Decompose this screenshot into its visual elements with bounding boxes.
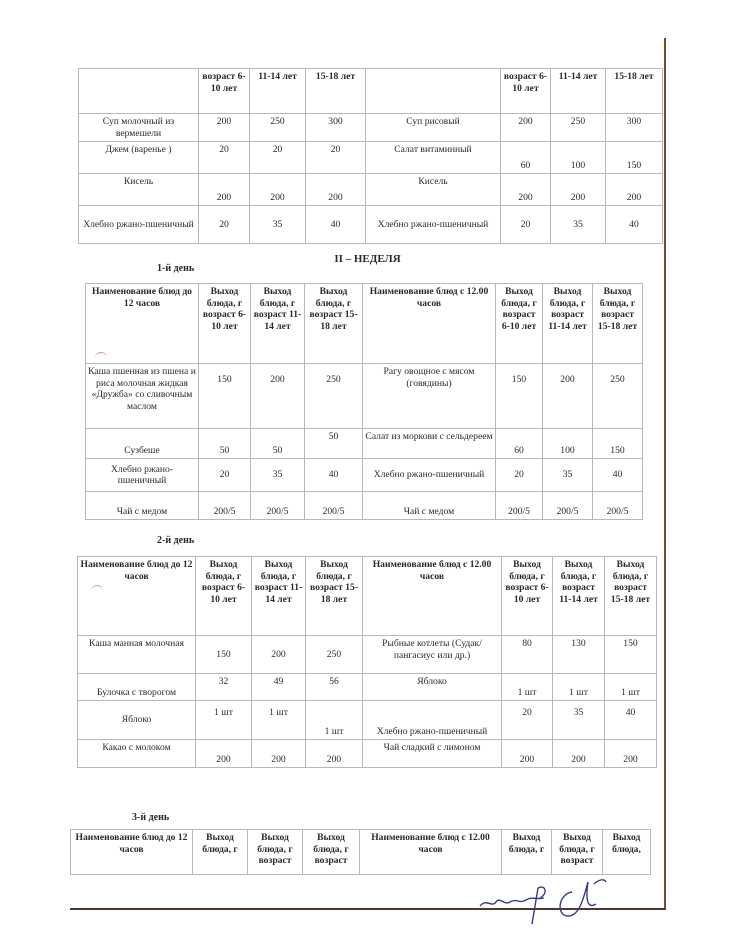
header-cell: Наименование блюд до 12 часов <box>78 557 196 636</box>
portion-value: 20 <box>496 459 543 492</box>
page-edge-right <box>664 38 666 910</box>
portion-value: 1 шт <box>252 701 306 740</box>
header-cell: Наименование блюд с 12.00 часов <box>363 557 502 636</box>
portion-value: 150 <box>196 636 252 674</box>
dish-name: Суп молочный из вермешели <box>79 114 199 142</box>
dish-name: Хлебно ржано-пшеничный <box>366 206 501 244</box>
portion-value: 300 <box>606 114 663 142</box>
portion-value: 200/5 <box>251 492 305 520</box>
portion-value: 250 <box>593 364 643 429</box>
header-cell: Выход блюда, г <box>502 830 552 875</box>
portion-value: 200/5 <box>496 492 543 520</box>
portion-value: 20 <box>306 142 366 174</box>
portion-value: 200 <box>252 740 306 768</box>
header-cell: Выход блюда, г возраст <box>303 830 360 875</box>
portion-value: 50 <box>199 429 251 459</box>
portion-value: 40 <box>305 459 363 492</box>
portion-value: 200 <box>306 174 366 206</box>
portion-value: 200 <box>551 174 606 206</box>
header-cell: Наименование блюд до 12 часов <box>86 284 199 364</box>
day3-table <box>70 829 651 875</box>
portion-value: 60 <box>501 142 551 174</box>
dish-name: Каша пшенная из пшена и риса молочная жидкая «Дружба» со сливочным маслом <box>86 364 199 429</box>
portion-value: 49 <box>252 674 306 701</box>
table-header-row <box>86 284 643 364</box>
portion-value: 200 <box>252 636 306 674</box>
portion-value: 35 <box>553 701 605 740</box>
portion-value: 150 <box>593 429 643 459</box>
portion-value: 20 <box>199 459 251 492</box>
header-cell: Выход блюда, г возраст 15-18 лет <box>306 557 363 636</box>
portion-value: 20 <box>199 206 250 244</box>
portion-value: 200 <box>502 740 553 768</box>
portion-value: 200 <box>606 174 663 206</box>
dish-name: Джем (варенье ) <box>79 142 199 174</box>
header-cell: Выход блюда, г возраст 6-10 лет <box>199 284 251 364</box>
dish-name: Какао с молоком <box>78 740 196 768</box>
portion-value: 20 <box>502 701 553 740</box>
dish-name: Яблоко <box>363 674 502 701</box>
portion-value: 40 <box>306 206 366 244</box>
dish-name: Рагу овощное с мясом (говядины) <box>363 364 496 429</box>
portion-value: 300 <box>306 114 366 142</box>
portion-value: 200 <box>501 174 551 206</box>
portion-value: 50 <box>251 429 305 459</box>
portion-value: 200/5 <box>593 492 643 520</box>
header-cell: Наименование блюд до 12 часов <box>71 830 193 875</box>
portion-value: 200 <box>605 740 657 768</box>
portion-value: 200 <box>196 740 252 768</box>
header-cell: 15-18 лет <box>306 69 366 114</box>
portion-value: 200/5 <box>543 492 593 520</box>
portion-value: 250 <box>306 636 363 674</box>
table-row <box>79 206 663 244</box>
portion-value: 35 <box>250 206 306 244</box>
dish-name: Хлебно ржано-пшеничный <box>363 701 502 740</box>
header-cell <box>79 69 199 114</box>
dish-name: Кисель <box>79 174 199 206</box>
table-header-row <box>79 69 663 114</box>
portion-value: 200 <box>306 740 363 768</box>
table-row <box>86 492 643 520</box>
dish-name: Салат витаминный <box>366 142 501 174</box>
header-cell: Выход блюда, г возраст 15-18 лет <box>305 284 363 364</box>
portion-value: 200 <box>501 114 551 142</box>
day3-title: 3-й день <box>132 812 170 823</box>
day1-table <box>85 283 643 520</box>
portion-value: 150 <box>605 636 657 674</box>
portion-value: 150 <box>199 364 251 429</box>
dish-name: Чай сладкий с лимоном <box>363 740 502 768</box>
table-row <box>79 142 663 174</box>
portion-value: 50 <box>305 429 363 459</box>
table-row <box>79 174 663 206</box>
portion-value: 150 <box>496 364 543 429</box>
portion-value: 200 <box>543 364 593 429</box>
portion-value: 200 <box>250 174 306 206</box>
table-header-row <box>78 557 657 636</box>
portion-value: 200 <box>199 174 250 206</box>
dish-name: Сузбеше <box>86 429 199 459</box>
portion-value: 250 <box>551 114 606 142</box>
header-cell: Наименование блюд с 12.00 часов <box>363 284 496 364</box>
portion-value: 40 <box>606 206 663 244</box>
portion-value: 1 шт <box>502 674 553 701</box>
pen-mark <box>95 352 107 359</box>
dish-name: Рыбные котлеты (Судак/пангасиус или др.) <box>363 636 502 674</box>
portion-value: 200/5 <box>305 492 363 520</box>
dish-name: Булочка с творогом <box>78 674 196 701</box>
table-row <box>86 429 643 459</box>
dish-name: Хлебно ржано-пшеничный <box>363 459 496 492</box>
header-cell: 15-18 лет <box>606 69 663 114</box>
portion-value: 56 <box>306 674 363 701</box>
header-cell: Наименование блюд с 12.00 часов <box>360 830 502 875</box>
dish-name: Чай с медом <box>363 492 496 520</box>
portion-value: 35 <box>551 206 606 244</box>
portion-value: 1 шт <box>553 674 605 701</box>
dish-name: Хлебно ржано-пшеничный <box>86 459 199 492</box>
header-cell: 11-14 лет <box>551 69 606 114</box>
header-cell: Выход блюда, г возраст 11-14 лет <box>251 284 305 364</box>
header-cell: Выход блюда, г возраст 6-10 лет <box>502 557 553 636</box>
header-cell: 11-14 лет <box>250 69 306 114</box>
header-cell: Выход блюда, г возраст 11-14 лет <box>543 284 593 364</box>
portion-value: 60 <box>496 429 543 459</box>
table-row <box>78 674 657 701</box>
header-cell: Выход блюда, г возраст 11-14 лет <box>553 557 605 636</box>
header-cell: Выход блюда, <box>603 830 651 875</box>
portion-value: 200 <box>199 114 250 142</box>
header-cell: Выход блюда, г возраст 11-14 лет <box>252 557 306 636</box>
portion-value: 40 <box>605 701 657 740</box>
portion-value: 150 <box>606 142 663 174</box>
portion-value: 32 <box>196 674 252 701</box>
header-cell: Выход блюда, г возраст 6-10 лет <box>496 284 543 364</box>
portion-value: 250 <box>305 364 363 429</box>
table-header-row <box>71 830 651 875</box>
portion-value: 200 <box>251 364 305 429</box>
header-cell: Выход блюда, г возраст 15-18 лет <box>593 284 643 364</box>
pen-mark <box>91 585 103 592</box>
portion-value: 130 <box>553 636 605 674</box>
portion-value: 40 <box>593 459 643 492</box>
header-cell: возраст 6-10 лет <box>199 69 250 114</box>
portion-value: 100 <box>543 429 593 459</box>
portion-value: 250 <box>250 114 306 142</box>
portion-value: 100 <box>551 142 606 174</box>
day2-table <box>77 556 657 768</box>
table-row <box>78 636 657 674</box>
signature-icon <box>476 876 626 926</box>
portion-value: 35 <box>251 459 305 492</box>
portion-value: 1 шт <box>196 701 252 740</box>
dish-name: Каша манная молочная <box>78 636 196 674</box>
portion-value: 1 шт <box>605 674 657 701</box>
day2-title: 2-й день <box>157 535 195 546</box>
portion-value: 20 <box>501 206 551 244</box>
portion-value: 20 <box>250 142 306 174</box>
header-cell: Выход блюда, г возраст 15-18 лет <box>605 557 657 636</box>
header-cell: Выход блюда, г возраст 6-10 лет <box>196 557 252 636</box>
table-row <box>78 740 657 768</box>
header-cell: Выход блюда, г возраст <box>552 830 603 875</box>
portion-value: 200 <box>553 740 605 768</box>
dish-name: Салат из моркови с сельдереем <box>363 429 496 459</box>
table-row <box>86 459 643 492</box>
portion-value: 35 <box>543 459 593 492</box>
dish-name: Кисель <box>366 174 501 206</box>
dish-name: Чай с медом <box>86 492 199 520</box>
header-cell <box>366 69 501 114</box>
header-cell: Выход блюда, г <box>193 830 248 875</box>
week-title: II – НЕДЕЛЯ <box>334 253 401 265</box>
portion-value: 200/5 <box>199 492 251 520</box>
dish-name: Хлебно ржано-пшеничный <box>79 206 199 244</box>
dish-name: Суп рисовый <box>366 114 501 142</box>
header-cell: возраст 6-10 лет <box>501 69 551 114</box>
header-cell: Выход блюда, г возраст <box>248 830 303 875</box>
table-row <box>86 364 643 429</box>
day1-title: 1-й день <box>157 263 195 274</box>
continuation-table <box>78 68 663 244</box>
table-row <box>79 114 663 142</box>
portion-value: 80 <box>502 636 553 674</box>
dish-name: Яблоко <box>78 701 196 740</box>
portion-value: 1 шт <box>306 701 363 740</box>
portion-value: 20 <box>199 142 250 174</box>
table-row <box>78 701 657 740</box>
